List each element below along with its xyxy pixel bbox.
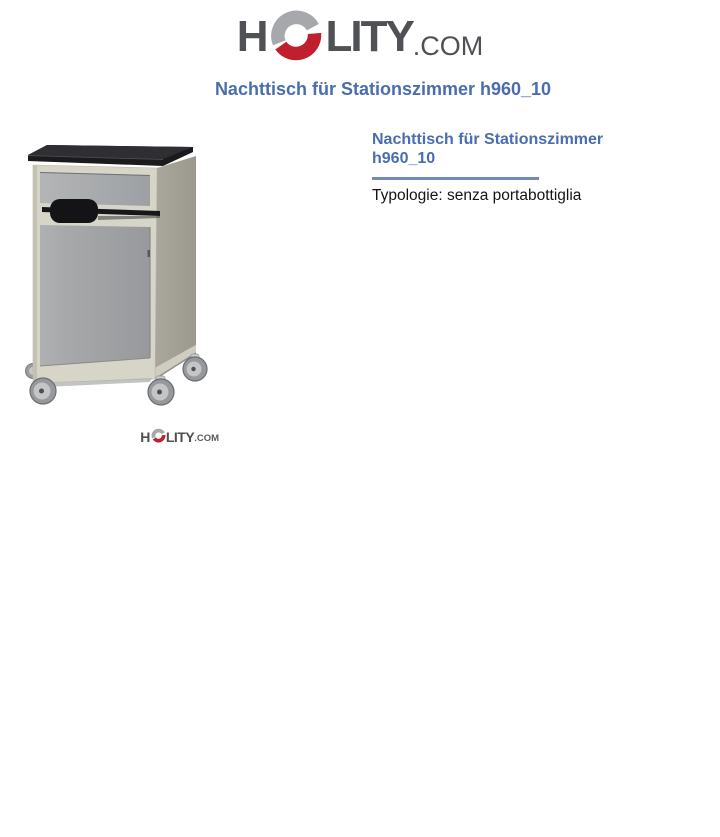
- logo-text-h: H: [236, 12, 267, 61]
- logo-text-lity: LITY: [325, 12, 413, 61]
- page-title: Nachttisch für Stationszimmer h960_10: [214, 79, 552, 99]
- caster-wheel-front-right: [148, 376, 174, 405]
- product-title: Nachttisch für Stationszimmer h960_10: [372, 131, 604, 167]
- watermark-text-lity: LITY: [165, 429, 195, 445]
- product-info: [372, 130, 628, 205]
- cabinet-top: [28, 145, 193, 166]
- holity-ring-icon: [269, 8, 323, 62]
- bedside-cabinet-illustration: [12, 130, 222, 450]
- watermark-text-tld: .COM: [194, 433, 219, 444]
- watermark-text-h: H: [140, 429, 150, 445]
- cabinet-side-panel: [155, 156, 196, 368]
- holity-watermark: [140, 428, 219, 444]
- caster-wheel-front-left: [30, 378, 56, 404]
- title-divider: [372, 177, 539, 180]
- product-image: [12, 130, 222, 450]
- product-typology: Typologie: senza portabottiglia: [372, 187, 582, 204]
- holity-logo: [0, 0, 720, 72]
- holity-ring-icon-small: [151, 428, 166, 443]
- cabinet-door: [40, 225, 150, 366]
- logo-text-tld: .COM: [412, 31, 484, 61]
